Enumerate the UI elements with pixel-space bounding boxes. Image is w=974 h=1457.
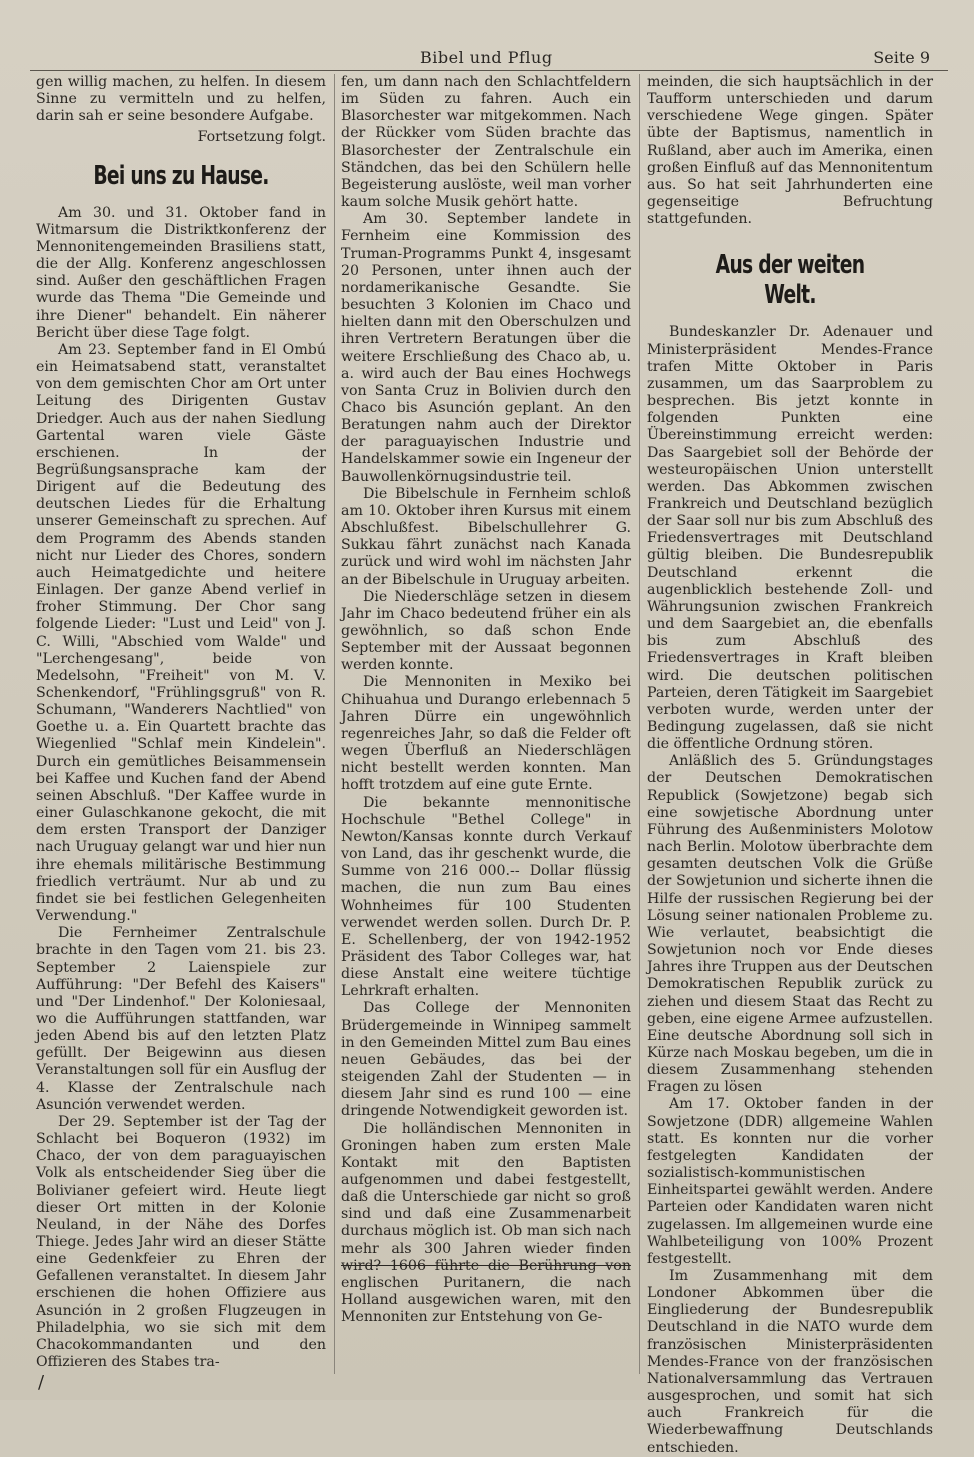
running-title: Bibel und Pflug <box>420 48 553 67</box>
column-divider-1 <box>334 74 335 1374</box>
continued-note: Fortsetzung folgt. <box>197 129 326 146</box>
header-rule <box>30 70 948 71</box>
col2-paragraph <box>341 1121 631 1327</box>
pencil-mark-icon: / <box>38 1372 45 1393</box>
col2-paragraph: Die Niederschläge setzen in diesem Jahr im Chaco bedeutend früher ein als gewöhnlich, so daß schon Ende September mit der Aussaat begonnen werden konnte. <box>341 588 631 674</box>
section-title-world: Aus der weiten Welt. <box>715 250 865 311</box>
page-number: Seite 9 <box>873 48 930 67</box>
col3-paragraph: Bundeskanzler Dr. Adenauer und Ministerpräsident Mendes-France trafen Mitte Oktober in Paris zusammen, um das Saarproblem zu besprechen. Bis jetzt konnte in folgenden Punkten eine Übereinstimmung erreicht werden: Das Saargebiet soll der Behörde der westeuropäischen Union unterstellt werden. Das Abkommen zwischen Frankreich und Deutschland bezüglich der Saar soll nur bis zum Abschluß des Friedensvertrages mit Deutschland gültig bleiben. Die Bundesrepublik Deutschland erkennt die augenblicklich bestehende Zoll- und Währungsunion zwischen Frankreich und dem Saargebiet an, die ebenfalls bis zum Abschluß des Friedensvertrages in Kraft bleiben wird. Die deutschen politischen Parteien, deren Tätigkeit im Saargebiet verboten wurde, werden unter der Bedingung zugelassen, daß sie nicht die öffentliche Ordnung stören. <box>647 324 933 753</box>
col2-paragraph: Die Mennoniten in Mexiko bei Chihuahua und Durango erlebennach 5 Jahren Dürre ein ungewöhnlich regenreiches Jahr, so daß die Felder oft wegen Überfluß an Niederschlägen nicht bestellt werden konnten. Man hofft trotzdem auf eine gute Ernte. <box>341 674 631 794</box>
column-2 <box>341 74 631 1326</box>
col1-paragraph: Am 30. und 31. Oktober fand in Witmarsum die Distriktkonferenz der Mennonitengemeinden Brasiliens statt, die der Allg. Konferenz angeschlossen sind. Außer den geschäftlichen Fragen wurde das Thema "Die Gemeinde und ihre Diener" behandelt. Ein näherer Bericht über diese Tage folgt. <box>36 204 326 341</box>
column-3 <box>647 74 933 1457</box>
col2-paragraph: Das College der Mennoniten Brüdergemeinde in Winnipeg sammelt in den Gemeinden Mittel zum Bau eines neuen Gebäudes, das bei der steigenden Zahl der Studenten — in diesem Jahr sind es rund 100 — eine dringende Notwendigkeit geworden ist. <box>341 1000 631 1120</box>
col1-paragraph: Am 23. September fand in El Ombú ein Heimatsabend statt, veranstaltet von dem gemischten Chor am Ort unter Leitung des Dirigenten Gustav Driedger. Auch aus der nahen Siedlung Gartental waren viele Gäste erschienen. In der Begrüßungsansprache kam der Dirigent auf die Bedeutung des deutschen Liedes für die Erhaltung unserer Gemeinschaft zu sprechen. Auf dem Programm des Abends standen nicht nur Lieder des Chores, sondern auch Heimatgedichte und heitere Einlagen. Der ganze Abend verlief in froher Stimmung. Der Chor sang folgende Lieder: "Lust und Leid" von J. C. Willi, "Abschied vom Walde" und "Lerchengesang", beide von Medelsohn, "Freiheit" von M. V. Schenkendorf, "Frühlingsgruß" von R. Schumann, "Wanderers Nachtlied" von Goethe u. a. Ein Quartett brachte das Wiegenlied "Schlaf mein Kindelein". Durch ein gemütliches Beisammensein bei Kaffee und Kuchen fand der Abend seinen Abschluß. "Der Kaffee wurde in einer Gulaschkanone gekocht, die mit dem ersten Transport der Danziger nach Uruguay gelangt war und hier nun ihre ehemals militärische Bestimmung friedlich verträumt. Nur ab und zu findet sie bei festlichen Gelegenheiten Verwendung." <box>36 341 326 925</box>
col2-paragraph: fen, um dann nach den Schlachtfeldern im Süden zu fahren. Auch ein Blasorchester war mitgekommen. Nach der Rückker vom Süden brachte das Blasorchester der Zentralschule ein Ständchen, das bei den Schülern helle Begeisterung auslöste, weil man vorher kaum solche Musik gehört hatte. <box>341 74 631 211</box>
col1-paragraph: Die Fernheimer Zentralschule brachte in den Tagen vom 21. bis 23. September 2 Laienspiele zur Aufführung: "Der Befehl des Kaisers" und "Der Lindenhof." Der Koloniesaal, wo die Aufführungen stattfanden, war jeden Abend bis auf den letzten Platz gefüllt. Der Beigewinn aus diesen Veranstaltungen soll für ein Ausflug der 4. Klasse der Zentralschule nach Asunción verwendet werden. <box>36 925 326 1113</box>
col3-paragraph: Am 17. Oktober fanden in der Sowjetzone (DDR) allgemeine Wahlen statt. Es konnten nur die vorher festgelegten Kandidaten der sozialistisch-kommunistischen Einheitspartei gewählt werden. Andere Parteien oder Kandidaten waren nicht zugelassen. Im allgemeinen wurde eine Wahlbeteiligung von 100% Prozent festgestellt. <box>647 1096 933 1267</box>
col2-text: Die holländischen Mennoniten in Groningen haben zum ersten Male Kontakt mit den Baptisten aufgenommen und dabei festgestellt, daß die Unterschiede gar nicht so groß sind und daß eine Zusammenarbeit durchaus möglich ist. Ob man sich nach mehr als 300 Jahren wieder finden <box>341 1120 631 1257</box>
column-1 <box>36 74 326 1371</box>
col3-paragraph: Anläßlich des 5. Gründungstages der Deutschen Demokratischen Republick (Sowjetzone) begab sich eine sowjetische Abordnung unter Führung des Außenministers Molotow nach Berlin. Molotow überbrachte dem gesamten deutschen Volk die Grüße der Sowjetunion und sicherte ihnen die Hilfe der russischen Regierung bei der Lösung seiner nationalen Probleme zu. Wie verlautet, beabsichtigt die Sowjetunion noch vor Ende dieses Jahres ihre Truppen aus der Deutschen Demokratischen Republik zurück zu ziehen und diesem Staat das Recht zu geben, eine eigene Armee aufzustellen. Eine deutsche Abordnung soll sich in Kürze nach Moskau begeben, um die in diesem Zusammenhang stehenden Fragen zu lösen <box>647 753 933 1096</box>
column-divider-2 <box>639 74 640 1374</box>
col2-paragraph: Die Bibelschule in Fernheim schloß am 10. Oktober ihren Kursus mit einem Abschlußfest. Bibelschullehrer G. Sukkau fährt zunächst nach Kanada zurück und wird wohl im nächsten Jahr an der Bibelschule in Uruguay arbeiten. <box>341 485 631 588</box>
col2-text: englischen Puritanern, die nach Holland ausgewichen waren, mit den Mennoniten zur Entstehung von Ge- <box>341 1274 631 1326</box>
col1-paragraph-top: gen willig machen, zu helfen. In diesem Sinne zu vermitteln und zu helfen, darin sah er seine besondere Aufgabe. <box>36 74 326 125</box>
col3-paragraph: Im Zusammenhang mit dem Londoner Abkommen über die Eingliederung der Bundesrepublik Deutschland in die NATO wurde dem französischen Ministerpräsidenten Mendes-France von der französischen Nationalversammlung das Vertrauen ausgesprochen, und somit hat sich auch Frankreich für die Wiederbewaffnung Deutschlands entschieden. <box>647 1268 933 1456</box>
col2-paragraph: Am 30. September landete in Fernheim eine Kommission des Truman-Programms Punkt 4, insgesamt 20 Personen, unter ihnen auch der nordamerikanische Gesandte. Sie besuchten 3 Kolonien im Chaco und hielten dann mit den Oberschulzen und ihren Vertretern Beratungen über die weitere Erschließung des Chaco ab, u. a. wird auch der Bau eines Hochwegs von Santa Cruz in Bolivien durch den Chaco bis Asunción geplant. An den Beratungen nahm auch der Direktor der paraguayischen Industrie und Handelskammer sowie ein Ingeneur der Bauwollenkörnugsindustrie teil. <box>341 211 631 485</box>
col2-paragraph: Die bekannte mennonitische Hochschule "Bethel College" in Newton/Kansas konnte durch Verkauf von Land, das ihr geschenkt wurde, die Summe von 216 000.-- Dollar flüssig machen, die nun zum Bau eines Wohnheimes für 100 Studenten verwendet werden sollen. Durch Dr. P. E. Schellenberg, der von 1942-1952 Präsident des Tabor Colleges war, hat diese Anstalt eine weitere tüchtige Lehrkraft erhalten. <box>341 794 631 1000</box>
section-title-home: Bei uns zu Hause. <box>93 160 269 191</box>
struck-text: wird? 1606 führte die Berührung von <box>341 1257 631 1274</box>
col1-paragraph: Der 29. September ist der Tag der Schlacht bei Boqueron (1932) im Chaco, der von dem paraguayischen Volk als entscheidender Sieg über die Bolivianer gefeiert wird. Heute liegt dieser Ort mitten in der Kolonie Neuland, in der Nähe des Dorfes Thiege. Jedes Jahr wird an dieser Stätte eine Gedenkfeier zu Ehren der Gefallenen veranstaltet. In diesem Jahr erschienen die hohen Offiziere aus Asunción in 2 großen Flugzeugen in Philadelphia, wo sie sich mit dem Chacokommandanten und den Offizieren des Stabes tra- <box>36 1113 326 1371</box>
col3-paragraph: meinden, die sich hauptsächlich in der Taufform unterschieden und darum verschiedene Wege gingen. Später übte der Baptismus, namentlich in Rußland, aber auch im Amerika, einen großen Einfluß auf das Mennonitentum aus. So hat seit Jahrhunderten eine gegenseitige Befruchtung stattgefunden. <box>647 74 933 228</box>
